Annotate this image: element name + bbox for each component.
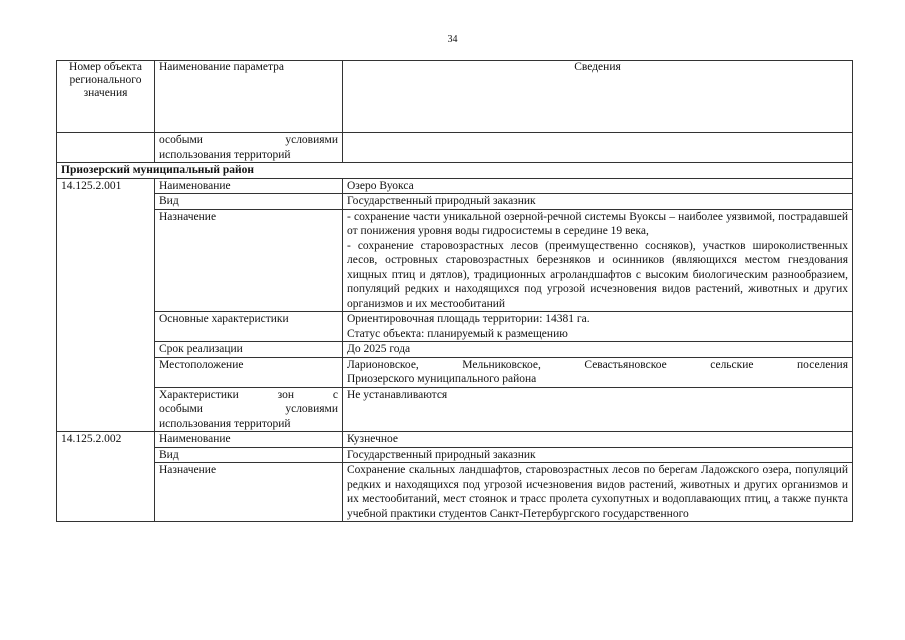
object-number: 14.125.2.001: [57, 178, 155, 432]
table-row: [57, 312, 853, 342]
cell-empty: [57, 133, 155, 163]
location-line: Ларионовское, Мельниковское, Севастьяновское сельские поселения: [347, 358, 848, 371]
param-value: Кузнечное: [343, 432, 853, 448]
header-parameter-name: Наименование параметра: [155, 61, 343, 133]
param-label: Назначение: [155, 209, 343, 312]
header-details: Сведения: [343, 61, 853, 133]
table-row: [57, 194, 853, 210]
table-row: [57, 342, 853, 358]
table-row: [57, 133, 853, 163]
table-row: [57, 357, 853, 387]
param-value: До 2025 года: [343, 342, 853, 358]
param-value: Не устанавливаются: [343, 387, 853, 432]
object-number: 14.125.2.002: [57, 432, 155, 522]
table-row: [57, 209, 853, 312]
district-row: [57, 163, 853, 179]
param-label: Наименование: [155, 178, 343, 194]
param-label-line: Характеристики зон с: [159, 388, 338, 401]
table-row: [57, 387, 853, 432]
param-value: Озеро Вуокса: [343, 178, 853, 194]
purpose-paragraph: - сохранение старовозрастных лесов (преимущественно сосняков), участков широколиственных лесов, островных старовозрастных березняков и осинников (являющихся местом гнездования хищных птиц и дятлов), традиционных агроландшафтов с высоким биологическим разнообразием, популяций редких и находящихся под угрозой исчезновения видов растений, животных и других организмов и их местообитаний: [347, 239, 848, 310]
page-number: 34: [447, 34, 458, 45]
purpose-paragraph: - сохранение части уникальной озерной-речной системы Вуоксы – наиболее уязвимой, пострадавшей от понижения уровня воды гидросистемы в середине 19 века,: [347, 210, 848, 237]
header-object-number: Номер объекта регионального значения: [57, 61, 155, 133]
area-line: Ориентировочная площадь территории: 14381 га.: [347, 313, 590, 325]
objects-table: [56, 60, 853, 522]
table-row: [57, 463, 853, 522]
param-value: [343, 312, 853, 342]
param-label: Местоположение: [155, 357, 343, 387]
param-label-line: особыми условиями: [159, 403, 338, 415]
param-value: Государственный природный заказник: [343, 447, 853, 463]
param-label: [155, 133, 343, 163]
table-row: [57, 178, 853, 194]
table-header-row: [57, 61, 853, 133]
param-value: Государственный природный заказник: [343, 194, 853, 210]
param-label: [155, 387, 343, 432]
location-line: Приозерского муниципального района: [347, 373, 537, 385]
table-row: [57, 447, 853, 463]
param-label: Срок реализации: [155, 342, 343, 358]
param-label-line: использования территорий: [159, 417, 291, 430]
param-label: Основные характеристики: [155, 312, 343, 342]
param-value: [343, 209, 853, 312]
param-label: Вид: [155, 194, 343, 210]
table-row: [57, 432, 853, 448]
param-value: [343, 357, 853, 387]
param-label: Наименование: [155, 432, 343, 448]
param-label-line: использования территорий: [159, 148, 291, 161]
param-label-line: особыми условиями: [159, 134, 338, 146]
status-line: Статус объекта: планируемый к размещению: [347, 327, 568, 340]
district-title: Приозерский муниципальный район: [57, 163, 853, 179]
param-value: Сохранение скальных ландшафтов, старовозрастных лесов по берегам Ладожского озера, популяций редких и находящихся под угрозой исчезновения видов растений, животных и других организмов и их местообитаний, мест стоянок и трасс пролета сухопутных и водоплавающих птиц, а также пункта учебной практики студентов Санкт-Петербургского государственного: [343, 463, 853, 522]
param-label: Вид: [155, 447, 343, 463]
param-label: Назначение: [155, 463, 343, 522]
param-value: [343, 133, 853, 163]
